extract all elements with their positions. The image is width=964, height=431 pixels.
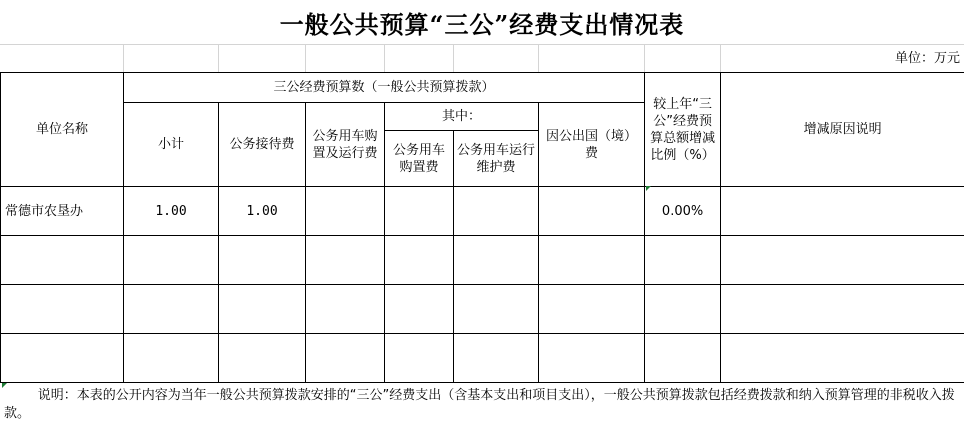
table-row	[1, 285, 964, 334]
page-title: 一般公共预算“三公”经费支出情况表	[279, 9, 685, 39]
cell-vehicle-operation[interactable]	[454, 236, 539, 285]
cell-subtotal[interactable]	[124, 285, 219, 334]
cell-change-ratio[interactable]	[645, 334, 721, 383]
cell-overseas[interactable]	[539, 187, 645, 236]
cell-subtotal[interactable]	[124, 334, 219, 383]
cell-reception[interactable]	[219, 236, 306, 285]
header-of-which[interactable]: 其中：	[385, 103, 539, 131]
cell-subtotal[interactable]: 1.00	[124, 187, 219, 236]
cell-vehicle-operation[interactable]	[454, 187, 539, 236]
cell-overseas[interactable]	[539, 334, 645, 383]
cell-change-ratio[interactable]	[645, 236, 721, 285]
header-reason[interactable]: 增减原因说明	[721, 73, 964, 187]
cell-reception[interactable]: 1.00	[219, 187, 306, 236]
cell-change-ratio[interactable]: 0.00%	[645, 187, 721, 236]
gridline	[453, 44, 454, 72]
budget-table	[0, 72, 964, 383]
gridline	[0, 44, 964, 45]
cell-vehicle-purchase[interactable]	[385, 334, 454, 383]
cell-vehicle-operation[interactable]	[454, 334, 539, 383]
cell-vehicle-purchase[interactable]	[385, 285, 454, 334]
header-reception[interactable]: 公务接待费	[219, 103, 306, 187]
cell-unit[interactable]	[1, 285, 124, 334]
header-vehicle-purchase[interactable]: 公务用车购置费	[385, 131, 454, 187]
gridline	[305, 44, 306, 72]
cell-vehicle-total[interactable]	[306, 236, 385, 285]
gridline	[538, 44, 539, 72]
cell-unit[interactable]	[1, 334, 124, 383]
header-change-ratio[interactable]	[645, 73, 721, 187]
gridline	[218, 44, 219, 72]
cell-unit[interactable]: 常德市农垦办	[1, 187, 124, 236]
cell-vehicle-operation[interactable]	[454, 285, 539, 334]
cell-reason[interactable]	[721, 285, 964, 334]
cell-overseas[interactable]	[539, 285, 645, 334]
cell-vehicle-total[interactable]	[306, 285, 385, 334]
cell-reception[interactable]	[219, 285, 306, 334]
table-row	[1, 236, 964, 285]
cell-marker	[646, 186, 651, 191]
gridline	[384, 44, 385, 72]
footnote: 说明：本表的公开内容为当年一般公共预算拨款安排的“三公”经费支出（含基本支出和项目支出），一般公共预算拨款包括经费拨款和纳入预算管理的非税收入拨款。	[4, 388, 955, 421]
cell-reason[interactable]	[721, 236, 964, 285]
unit-label: 单位：万元	[894, 51, 960, 66]
header-vehicle-operation[interactable]: 公务用车运行维护费	[454, 131, 539, 187]
cell-vehicle-purchase[interactable]	[385, 187, 454, 236]
header-change-ratio-label: 较上年“三公”经费预算总额增减比例（%）	[650, 96, 716, 163]
cell-vehicle-total[interactable]	[306, 187, 385, 236]
cell-vehicle-total[interactable]	[306, 334, 385, 383]
cell-unit[interactable]	[1, 236, 124, 285]
cell-reason[interactable]	[721, 334, 964, 383]
gridline	[720, 44, 721, 72]
cell-vehicle-purchase[interactable]	[385, 236, 454, 285]
cell-overseas[interactable]	[539, 236, 645, 285]
table-row	[1, 187, 964, 236]
header-budget-group[interactable]: 三公经费预算数（一般公共预算拨款）	[124, 73, 645, 103]
cell-reason[interactable]	[721, 187, 964, 236]
header-overseas[interactable]: 因公出国（境）费	[539, 103, 645, 187]
cell-change-ratio[interactable]	[645, 285, 721, 334]
header-subtotal[interactable]: 小计	[124, 103, 219, 187]
header-vehicle-total[interactable]: 公务用车购置及运行费	[306, 103, 385, 187]
header-unit-name[interactable]: 单位名称	[1, 73, 124, 187]
gridline	[644, 44, 645, 72]
gridline	[123, 44, 124, 72]
table-row	[1, 334, 964, 383]
cell-reception[interactable]	[219, 334, 306, 383]
cell-subtotal[interactable]	[124, 236, 219, 285]
